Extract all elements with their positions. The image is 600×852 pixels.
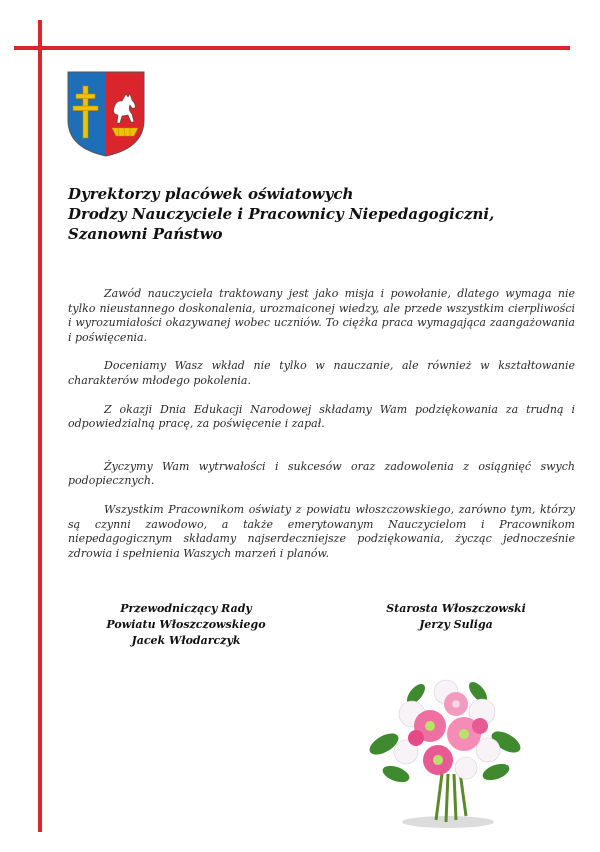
signature-council-chairman <box>86 601 286 649</box>
heading-line-2: Drodzy Nauczyciele i Pracownicy Niepedagogiczni, <box>68 205 495 223</box>
heading-line-3: Szanowni Państwo <box>68 225 223 243</box>
signature-title: Powiatu Włoszczowskiego <box>106 618 266 631</box>
paragraph: Wszystkim Pracownikom oświaty z powiatu włoszczowskiego, zarówno tym, którzy są czynni zawodowo, a także emerytowanym Nauczycielom i Pracownikom niepedagogicznym składamy najserdeczniejsze podziękowania, życząc jednocześnie zdrowia i spełnienia Waszych marzeń i planów. <box>68 502 575 560</box>
paragraph: Życzymy Wam wytrwałości i sukcesów oraz zadowolenia z osiągnięć swych podopiecznych. <box>68 459 575 488</box>
signature-name: Jacek Włodarczyk <box>131 634 241 647</box>
red-horizontal-rule <box>14 46 570 50</box>
signature-title: Przewodniczący Rady <box>120 602 252 615</box>
paragraph: Zawód nauczyciela traktowany jest jako misja i powołanie, dlatego wymaga nie tylko nieustannego doskonalenia, urozmaiconej wiedzy, ale przede wszystkim cierpliwości i wyrozumiałości okazywanej wobec uczniów. To ciężka praca wymagająca zaangażowania i poświęcenia. <box>68 287 575 344</box>
heading-line-1: Dyrektorzy placówek oświatowych <box>68 185 354 203</box>
signature-name: Jerzy Suliga <box>419 618 493 631</box>
paragraph: Z okazji Dnia Edukacji Narodowej składamy Wam podziękowania za trudną i odpowiedzialną pracę, za poświęcenie i zapał. <box>68 402 575 431</box>
coat-of-arms-icon <box>66 70 146 158</box>
letter-body <box>68 287 575 561</box>
greeting-heading <box>68 184 568 244</box>
signature-title: Starosta Włoszczowski <box>386 602 526 615</box>
signature-starost <box>356 601 556 633</box>
paragraph: Doceniamy Wasz wkład nie tylko w nauczanie, ale również w kształtowanie charakterów młodego pokolenia. <box>68 359 575 387</box>
flower-bouquet-icon <box>356 664 536 834</box>
red-vertical-rule <box>38 20 42 832</box>
